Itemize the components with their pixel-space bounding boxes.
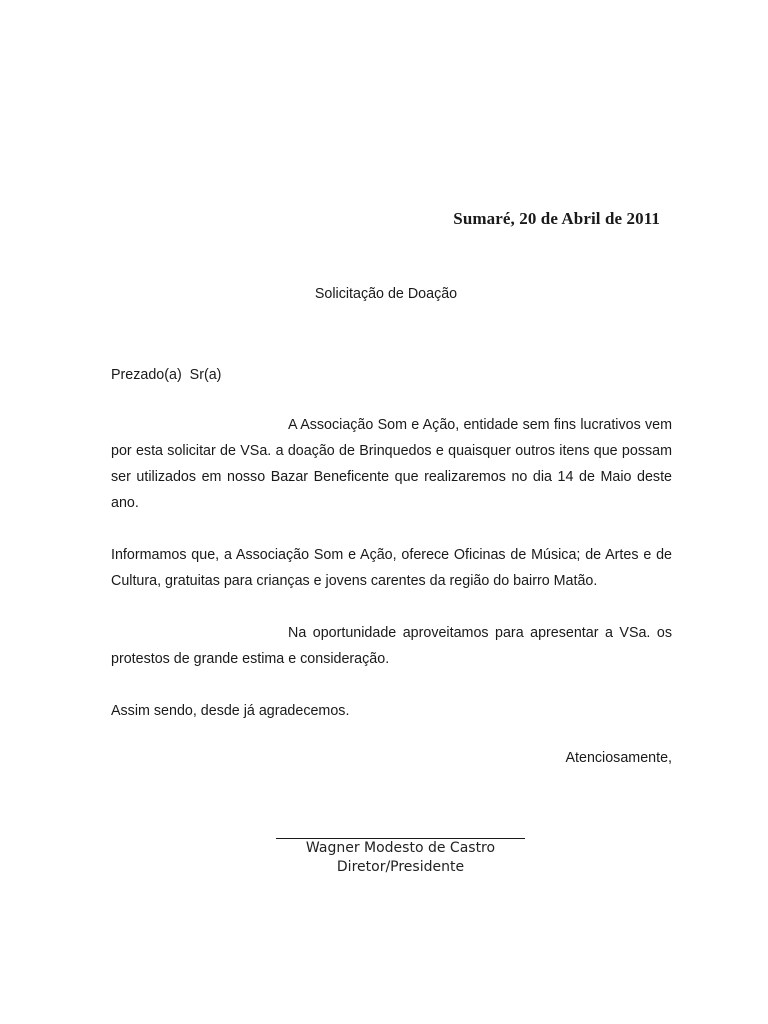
signature-block [276,839,525,876]
salutation-text: Prezado(a) Sr(a) [111,367,222,383]
paragraph-2-text: Informamos que, a Associação Som e Ação, oferece Oficinas de Música; de Artes e de Cultura, gratuitas para crianças e jovens carentes da região do bairro Matão. [111,547,672,589]
paragraph-1-text: A Associação Som e Ação, entidade sem fins lucrativos vem por esta solicitar de VSa. a doação de Brinquedos e quaisquer outros itens que possam ser utilizados em nosso Bazar Beneficente que realizaremos no dia 14 de Maio deste ano. [111,417,672,511]
signer-name: Wagner Modesto de Castro [305,840,496,856]
paragraph-1 [111,412,672,516]
paragraph-3-text: Na oportunidade aproveitamos para apresentar a VSa. os protestos de grande estima e consideração. [111,625,672,667]
letter-date: Sumaré, 20 de Abril de 2011 [453,209,660,228]
letter-closing: Atenciosamente, [565,750,672,766]
paragraph-4-text: Assim sendo, desde já agradecemos. [111,703,350,719]
paragraph-3 [111,620,672,672]
paragraph-4 [111,698,672,724]
letter-salutation [111,362,672,388]
paragraph-2 [111,542,672,594]
signer-title: Diretor/Presidente [336,858,465,875]
letter-subject: Solicitação de Doação [314,286,458,302]
